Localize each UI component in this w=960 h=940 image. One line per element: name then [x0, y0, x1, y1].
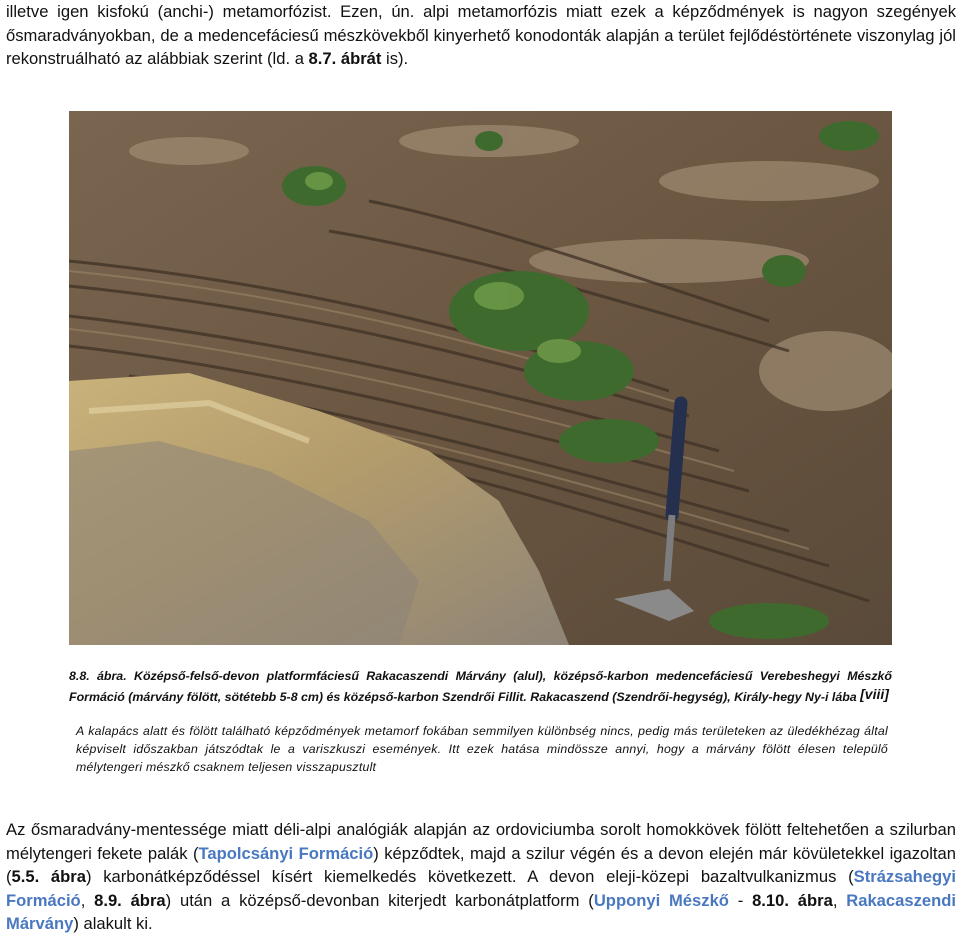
figure-label: 8.8. ábra.	[69, 669, 127, 683]
main-text-1: Az ősmaradvány-mentessége miatt déli-alpi analógiák alapján az ordoviciumba sorolt homokkövek fölött feltehetően a szilurban mélytengeri fekete palák (	[6, 820, 956, 863]
main-text-5: ) után a középső-devonban kiterjedt karbonátplatform (	[165, 890, 594, 910]
link-rakacaszendi-marvany[interactable]: Rakacaszendi Márvány	[6, 890, 956, 934]
intro-paragraph	[6, 0, 956, 71]
main-text-7: ,	[832, 890, 847, 910]
figure-ref-8-7[interactable]: 8.7. ábrát	[308, 49, 382, 69]
link-tapolcsanyi-formacio[interactable]: Tapolcsányi Formáció	[198, 843, 374, 863]
figure-caption	[69, 668, 892, 707]
intro-end: is).	[381, 49, 409, 69]
figure-ref-8-9[interactable]: 8.9. ábra	[94, 890, 166, 910]
main-text-4: ,	[80, 890, 95, 910]
outcrop-photo-illustration	[69, 111, 892, 645]
link-upponyi-meszko[interactable]: Upponyi Mészkő	[593, 890, 729, 910]
figure-ref-5-5[interactable]: 5.5. ábra	[11, 867, 86, 887]
caption-reference[interactable]: [viii]	[860, 685, 889, 702]
main-text-8: ) alakult ki.	[73, 914, 153, 934]
link-strazsahegyi-formacio[interactable]: Strázsahegyi Formáció	[6, 867, 957, 910]
main-text-6: -	[728, 890, 753, 910]
outcrop-photo	[69, 111, 892, 645]
intro-text: illetve igen kisfokú (anchi-) metamorfózist. Ezen, ún. alpi metamorfózis miatt ezek a képződmények is nagyon szegények ősmaradványokban, de a medencefáciesű mészkövekből kinyerhető konodonták alapján a terület fejlődéstörténete viszonylag jól rekonstruálható az alábbiak szerint (ld. a	[6, 2, 956, 69]
main-text-2: ) képződtek, majd a szilur végén és a devon elején már kövületekkel igazoltan (	[6, 843, 956, 887]
caption-text: Középső-felső-devon platformfáciesű Rakacaszendi Márvány (alul), középső-karbon medencefáciesű Verebeshegyi Mészkő Formáció (márvány fölött, sötétebb 5-8 cm) és középső-karbon Szendrői Fillit. Rakacaszend (Szendrői-hegység), Király-hegy Ny-i lába	[69, 669, 892, 704]
figure-ref-8-10[interactable]: 8.10. ábra	[752, 890, 833, 910]
main-text-3: ) karbonátképződéssel kísért kiemelkedés következett. A devon eleji-közepi bazaltvulkanizmus (	[85, 867, 854, 887]
main-paragraph	[6, 818, 956, 936]
caption-note: A kalapács alatt és fölött található képződmények metamorf fokában semmilyen különbség nincs, pedig más területeken az üledékhézag által képviselt időszakban játszódtak le a variszkuszi események. Itt ezek hatása mindössze annyi, hogy a márvány fölött élesen települő mélytengeri mészkő csaknem teljesen visszapusztult	[76, 724, 888, 775]
